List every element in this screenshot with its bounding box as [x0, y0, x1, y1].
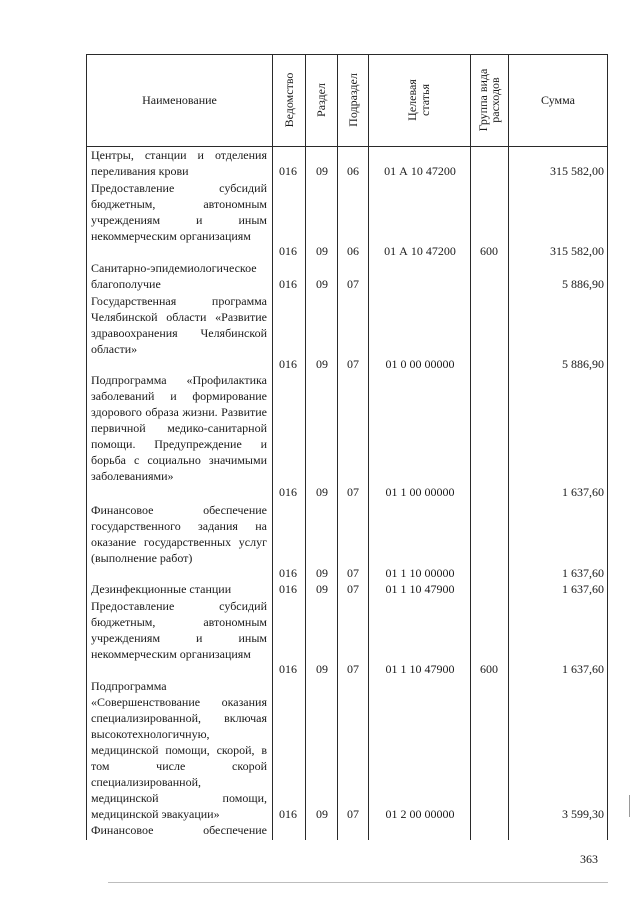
table-row-razdel: 09 — [316, 582, 328, 596]
table-row-podrazdel: 06 — [347, 244, 359, 258]
header-vedomstvo: Ведомство — [282, 72, 296, 128]
table-row-podrazdel: 07 — [347, 566, 359, 580]
table-row-podrazdel: 07 — [347, 662, 359, 676]
header-gruppa-vida-rashodov: Группа вида расходов — [476, 68, 502, 132]
header-podrazdel: Подраздел — [346, 73, 360, 127]
header-name: Наименование — [142, 93, 217, 107]
table-row-sum: 315 582,00 — [550, 164, 604, 178]
table-row-ved: 016 — [279, 485, 297, 499]
footer-divider — [108, 882, 608, 883]
table-row-name: Предоставление субсидий бюджетным, автономным учреждениям и иным некоммерческим организациям — [91, 599, 267, 661]
table-row-podrazdel: 07 — [347, 277, 359, 291]
table-row-name: Санитарно-эпидемиологическое благополучие — [91, 261, 257, 291]
header-celevaya-statya: Целевая статья — [405, 79, 432, 121]
table-row-razdel: 09 — [316, 566, 328, 580]
table-row-sum: 5 886,90 — [562, 357, 604, 371]
table-row-podrazdel: 07 — [347, 582, 359, 596]
header-razdel: Раздел — [314, 83, 328, 117]
table-row-cel: 01 1 10 47900 — [385, 662, 455, 676]
table-top-border — [86, 54, 608, 55]
table-row-name: Подпрограмма «Совершенствование оказания специализированной, включая высокотехнологичную, медицинской помощи, скорой, в том числе скорой специализированной, медицинской помощи, медицинской эвакуации» — [91, 679, 267, 821]
table-row-cel: 01 1 10 00000 — [385, 566, 455, 580]
table-row-grp: 600 — [480, 662, 498, 676]
table-row-podrazdel: 07 — [347, 357, 359, 371]
table-row-ved: 016 — [279, 277, 297, 291]
table-row-cel: 01 2 00 00000 — [385, 807, 455, 821]
table-row-sum: 1 637,60 — [562, 582, 604, 596]
table-row-sum: 3 599,30 — [562, 807, 604, 821]
col-border-grp — [470, 54, 471, 840]
table-row-name: Предоставление субсидий бюджетным, автономным учреждениям и иным некоммерческим организациям — [91, 181, 267, 243]
table-row-cel: 01 А 10 47200 — [384, 164, 456, 178]
header-summa: Сумма — [541, 93, 575, 107]
table-row-grp: 600 — [480, 244, 498, 258]
table-row-name: Государственная программа Челябинской области «Развитие здравоохранения Челябинской области» — [91, 294, 267, 356]
table-row-sum: 1 637,60 — [562, 485, 604, 499]
table-row-podrazdel: 07 — [347, 485, 359, 499]
table-row-name: Финансовое обеспечение государственного задания на оказание государственных услуг (выполнение работ) — [91, 503, 267, 565]
col-border-sum — [508, 54, 509, 840]
table-row-cel: 01 0 00 00000 — [385, 357, 455, 371]
table-row-razdel: 09 — [316, 164, 328, 178]
table-row-razdel: 09 — [316, 357, 328, 371]
table-row-ved: 016 — [279, 244, 297, 258]
col-border-left — [86, 54, 87, 840]
page-number: 363 — [580, 852, 598, 866]
table-row-name: Центры, станции и отделения переливания крови — [91, 148, 267, 178]
table-row-sum: 315 582,00 — [550, 244, 604, 258]
table-row-ved: 016 — [279, 662, 297, 676]
table-row-ved: 016 — [279, 582, 297, 596]
table-row-sum: 1 637,60 — [562, 662, 604, 676]
table-row-razdel: 09 — [316, 244, 328, 258]
table-row-cel: 01 1 00 00000 — [385, 485, 455, 499]
table-row-cel: 01 А 10 47200 — [384, 244, 456, 258]
col-border-razdel — [305, 54, 306, 840]
table-row-razdel: 09 — [316, 807, 328, 821]
table-row-sum: 5 886,90 — [562, 277, 604, 291]
table-row-razdel: 09 — [316, 485, 328, 499]
table-row-sum: 1 637,60 — [562, 566, 604, 580]
scan-edge-mark — [629, 795, 630, 817]
col-border-podrazdel — [337, 54, 338, 840]
table-row-razdel: 09 — [316, 277, 328, 291]
col-border-right — [607, 54, 608, 840]
table-row-ved: 016 — [279, 357, 297, 371]
table-row-podrazdel: 07 — [347, 807, 359, 821]
table-row-podrazdel: 06 — [347, 164, 359, 178]
table-row-name: Дезинфекционные станции — [91, 582, 232, 596]
table-row-ved: 016 — [279, 566, 297, 580]
table-row-razdel: 09 — [316, 662, 328, 676]
table-row-ved: 016 — [279, 807, 297, 821]
table-row-ved: 016 — [279, 164, 297, 178]
col-border-cel — [368, 54, 369, 840]
table-row-cel: 01 1 10 47900 — [385, 582, 455, 596]
table-row-name: Подпрограмма «Профилактика заболеваний и формирование здорового образа жизни. Развитие первичной медико-санитарной помощи. Предупреждение и борьба с социально значимыми заболеваниями» — [91, 373, 267, 483]
table-row-name: Финансовое обеспечение — [91, 823, 267, 837]
